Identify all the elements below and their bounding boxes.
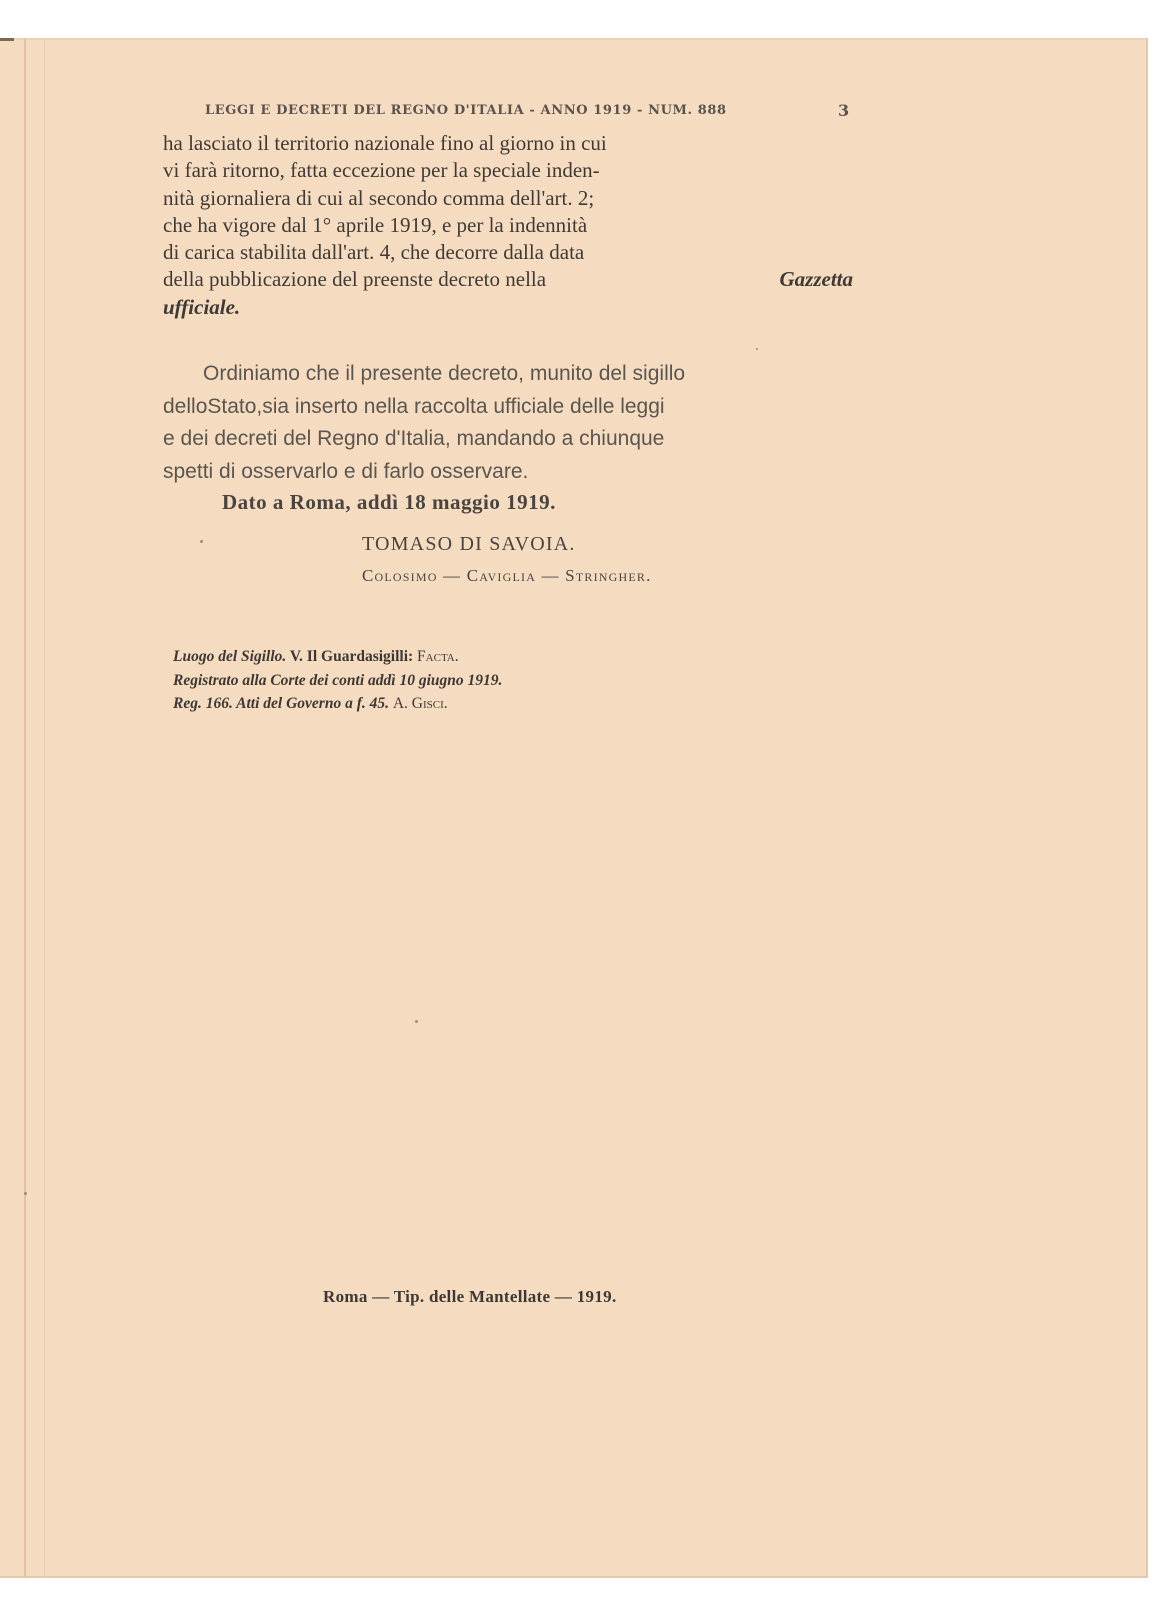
text-line: ha lasciato il territorio nazionale fino al giorno in cui bbox=[163, 131, 607, 155]
note-text: V. Il Guardasigilli: bbox=[289, 648, 414, 665]
text-line: nità giornaliera di cui al secondo comma dell'art. 2; bbox=[163, 185, 595, 210]
body-paragraph bbox=[163, 130, 853, 321]
note-line bbox=[173, 645, 502, 669]
note-italic: Luogo del Sigillo. bbox=[173, 648, 287, 665]
text-line: delloStato,sia inserto nella raccolta ufficiale delle leggi bbox=[163, 394, 665, 418]
text-line: e dei decreti del Regno d'Italia, mandando a chiunque bbox=[163, 427, 665, 450]
order-paragraph bbox=[163, 358, 833, 488]
page-number: 3 bbox=[838, 101, 850, 120]
text-line bbox=[163, 266, 853, 293]
text-line: di carica stabilita dall'art. 4, che decorre dalla data bbox=[163, 240, 585, 265]
paper-speck bbox=[415, 1020, 418, 1023]
registration-notes bbox=[173, 645, 502, 716]
paper-edge-mark bbox=[0, 38, 14, 41]
paper-fold-line bbox=[24, 38, 26, 1578]
text-line: vi farà ritorno, fatta eccezione per la speciale inden- bbox=[163, 158, 600, 183]
text-segment: della pubblicazione del preenste decreto nella bbox=[163, 267, 547, 292]
text-line bbox=[163, 294, 853, 321]
italic-term: Gazzetta bbox=[779, 267, 853, 292]
text-line: spetti di osservarlo e di farlo osservare. bbox=[163, 459, 529, 483]
running-title: LEGGI E DECRETI DEL REGNO D'ITALIA - ANNO 1919 - NUM. 888 bbox=[205, 103, 727, 118]
note-italic: Registrato alla Corte dei conti addì 10 giugno 1919. bbox=[173, 671, 503, 689]
text-line: che ha vigore dal 1° aprile 1919, e per la indennità bbox=[163, 212, 588, 237]
italic-term: ufficiale. bbox=[163, 294, 241, 319]
note-italic: Reg. 166. Atti del Governo a f. 45. bbox=[173, 695, 389, 712]
paper-speck bbox=[200, 540, 203, 543]
paper-fold-line bbox=[44, 38, 45, 1578]
paper-speck bbox=[24, 1192, 27, 1195]
note-line bbox=[173, 669, 502, 693]
text-line: Ordiniamo che il presente decreto, munito del sigillo bbox=[203, 362, 686, 385]
paper-speck bbox=[756, 348, 758, 350]
printer-imprint: Roma — Tip. delle Mantellate — 1919. bbox=[323, 1287, 617, 1306]
signature-king: TOMASO DI SAVOIA. bbox=[362, 533, 576, 555]
note-line bbox=[173, 692, 502, 716]
note-name: A. Gisci. bbox=[392, 695, 448, 712]
running-header bbox=[205, 101, 850, 120]
date-place-line: Dato a Roma, addì 18 maggio 1919. bbox=[222, 490, 556, 514]
note-name: Facta. bbox=[417, 648, 459, 665]
signature-ministers: Colosimo — Caviglia — Stringher. bbox=[362, 566, 652, 585]
